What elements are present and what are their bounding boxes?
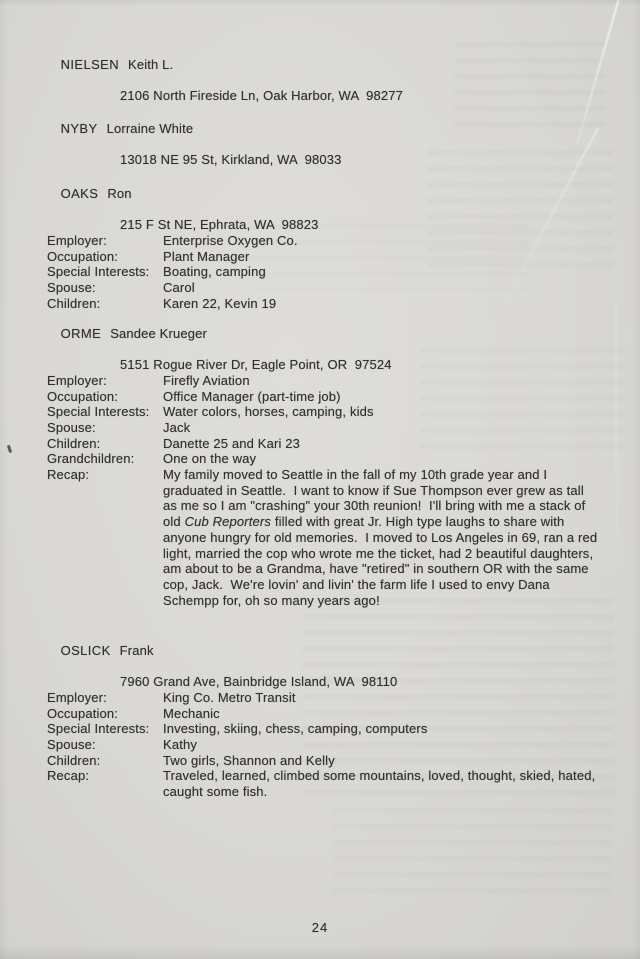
entry-field: [47, 706, 604, 722]
page-edge-shadow: [0, 945, 640, 959]
field-label: Children:: [47, 435, 101, 451]
field-value: Traveled, learned, climbed some mountains, loved, thought, skied, hated, caught some fish.: [163, 768, 600, 800]
field-label: Special Interests:: [47, 404, 150, 420]
field-label: Employer:: [47, 372, 107, 388]
entry-field: [47, 249, 604, 265]
bleedthrough-artifact: [332, 808, 612, 894]
field-value: Mechanic: [163, 705, 220, 721]
entry-name: [38, 627, 604, 674]
entry-field: [47, 264, 604, 280]
entry-field: [47, 690, 604, 706]
entry-address: 215 F St NE, Ephrata, WA 98823: [120, 217, 319, 233]
directory-entry: [38, 41, 604, 104]
field-label: Occupation:: [47, 248, 119, 264]
directory-entry: [38, 170, 604, 311]
field-label: Occupation:: [47, 388, 119, 404]
field-label: Children:: [47, 295, 101, 311]
field-value-recap: My family moved to Seattle in the fall of my 10th grade year and I graduated in Seattle. I want to know if Sue Thompson ever grew as tall as me so I am "crashing" your 30th reunion! I'll bring with me a stack of old Cub Reporters filled with great Jr. High type laughs to share with anyone hungry for old memories. I moved to Los Angeles in 69, ran a red light, married the cop who wrote me the ticket, had 2 beautiful daughters, am about to be a Grandma, have "retired" in southern OR with the same cop, Jack. We're lovin' and livin' the farm life I used to envy Dana Schempp for, oh so many years ago!: [163, 467, 602, 608]
entry-surname: NIELSEN: [60, 56, 120, 72]
entry-field: [47, 721, 604, 737]
field-value: Plant Manager: [163, 248, 250, 264]
entry-given-name: Keith L.: [128, 56, 174, 72]
field-label: Children:: [47, 752, 101, 768]
field-label: Employer:: [47, 689, 107, 705]
field-value: Kathy: [163, 736, 197, 752]
entry-field: [47, 280, 604, 296]
field-value: King Co. Metro Transit: [163, 689, 296, 705]
paper-crease: [615, 300, 617, 720]
entry-field: [47, 404, 604, 420]
field-label: Recap:: [47, 768, 90, 784]
entry-given-name: Lorraine White: [106, 120, 194, 136]
field-value: Two girls, Shannon and Kelly: [163, 752, 335, 768]
field-value: Investing, skiing, chess, camping, computers: [163, 721, 428, 737]
entry-field: [47, 753, 604, 769]
entry-field: [47, 233, 604, 249]
page-edge-shadow: [0, 0, 640, 6]
entry-address: 13018 NE 95 St, Kirkland, WA 98033: [120, 152, 342, 168]
field-label: Special Interests:: [47, 264, 150, 280]
entry-name: [38, 310, 604, 357]
field-label: Recap:: [47, 467, 90, 483]
entry-address: 2106 North Fireside Ln, Oak Harbor, WA 98277: [120, 88, 404, 104]
entry-given-name: Frank: [119, 642, 154, 658]
entry-surname: OAKS: [60, 185, 99, 201]
field-value: Enterprise Oxygen Co.: [163, 232, 298, 248]
entry-field: [47, 420, 604, 436]
entry-field: [47, 389, 604, 405]
entry-address: 5151 Rogue River Dr, Eagle Point, OR 97524: [120, 357, 392, 373]
directory-entry: [38, 105, 604, 168]
entry-field: [47, 768, 604, 799]
entry-address: 7960 Grand Ave, Bainbridge Island, WA 98110: [120, 674, 398, 690]
field-label: Grandchildren:: [47, 451, 135, 467]
field-label: Special Interests:: [47, 721, 150, 737]
field-label: Spouse:: [47, 419, 96, 435]
entry-surname: ORME: [60, 325, 102, 341]
field-value: Firefly Aviation: [163, 372, 250, 388]
directory-entry: [38, 627, 604, 800]
field-value: Danette 25 and Kari 23: [163, 435, 301, 451]
directory-entry: [38, 310, 604, 608]
entry-surname: OSLICK: [60, 642, 111, 658]
field-value: Karen 22, Kevin 19: [163, 295, 277, 311]
page-edge-shadow: [632, 0, 640, 959]
entry-name: [38, 105, 604, 152]
field-value: Water colors, horses, camping, kids: [163, 404, 374, 420]
field-label: Employer:: [47, 232, 107, 248]
entry-field: [47, 373, 604, 389]
entry-surname: NYBY: [60, 120, 98, 136]
entry-field: [47, 436, 604, 452]
entry-field: [47, 451, 604, 467]
field-value: Carol: [163, 279, 195, 295]
field-value: One on the way: [163, 451, 257, 467]
entry-field: [47, 737, 604, 753]
field-value: Jack: [163, 419, 191, 435]
page-number: 24: [311, 920, 329, 935]
entry-name: [38, 170, 604, 217]
entry-name: [38, 41, 604, 88]
field-label: Occupation:: [47, 705, 119, 721]
field-label: Spouse:: [47, 736, 96, 752]
entry-field: [47, 296, 604, 312]
field-value: Office Manager (part-time job): [163, 388, 341, 404]
field-label: Spouse:: [47, 279, 96, 295]
page-edge-shadow: [0, 0, 8, 959]
entry-field: [47, 467, 604, 608]
field-value: Boating, camping: [163, 264, 266, 280]
entry-given-name: Sandee Krueger: [110, 325, 207, 341]
entry-given-name: Ron: [107, 185, 132, 201]
